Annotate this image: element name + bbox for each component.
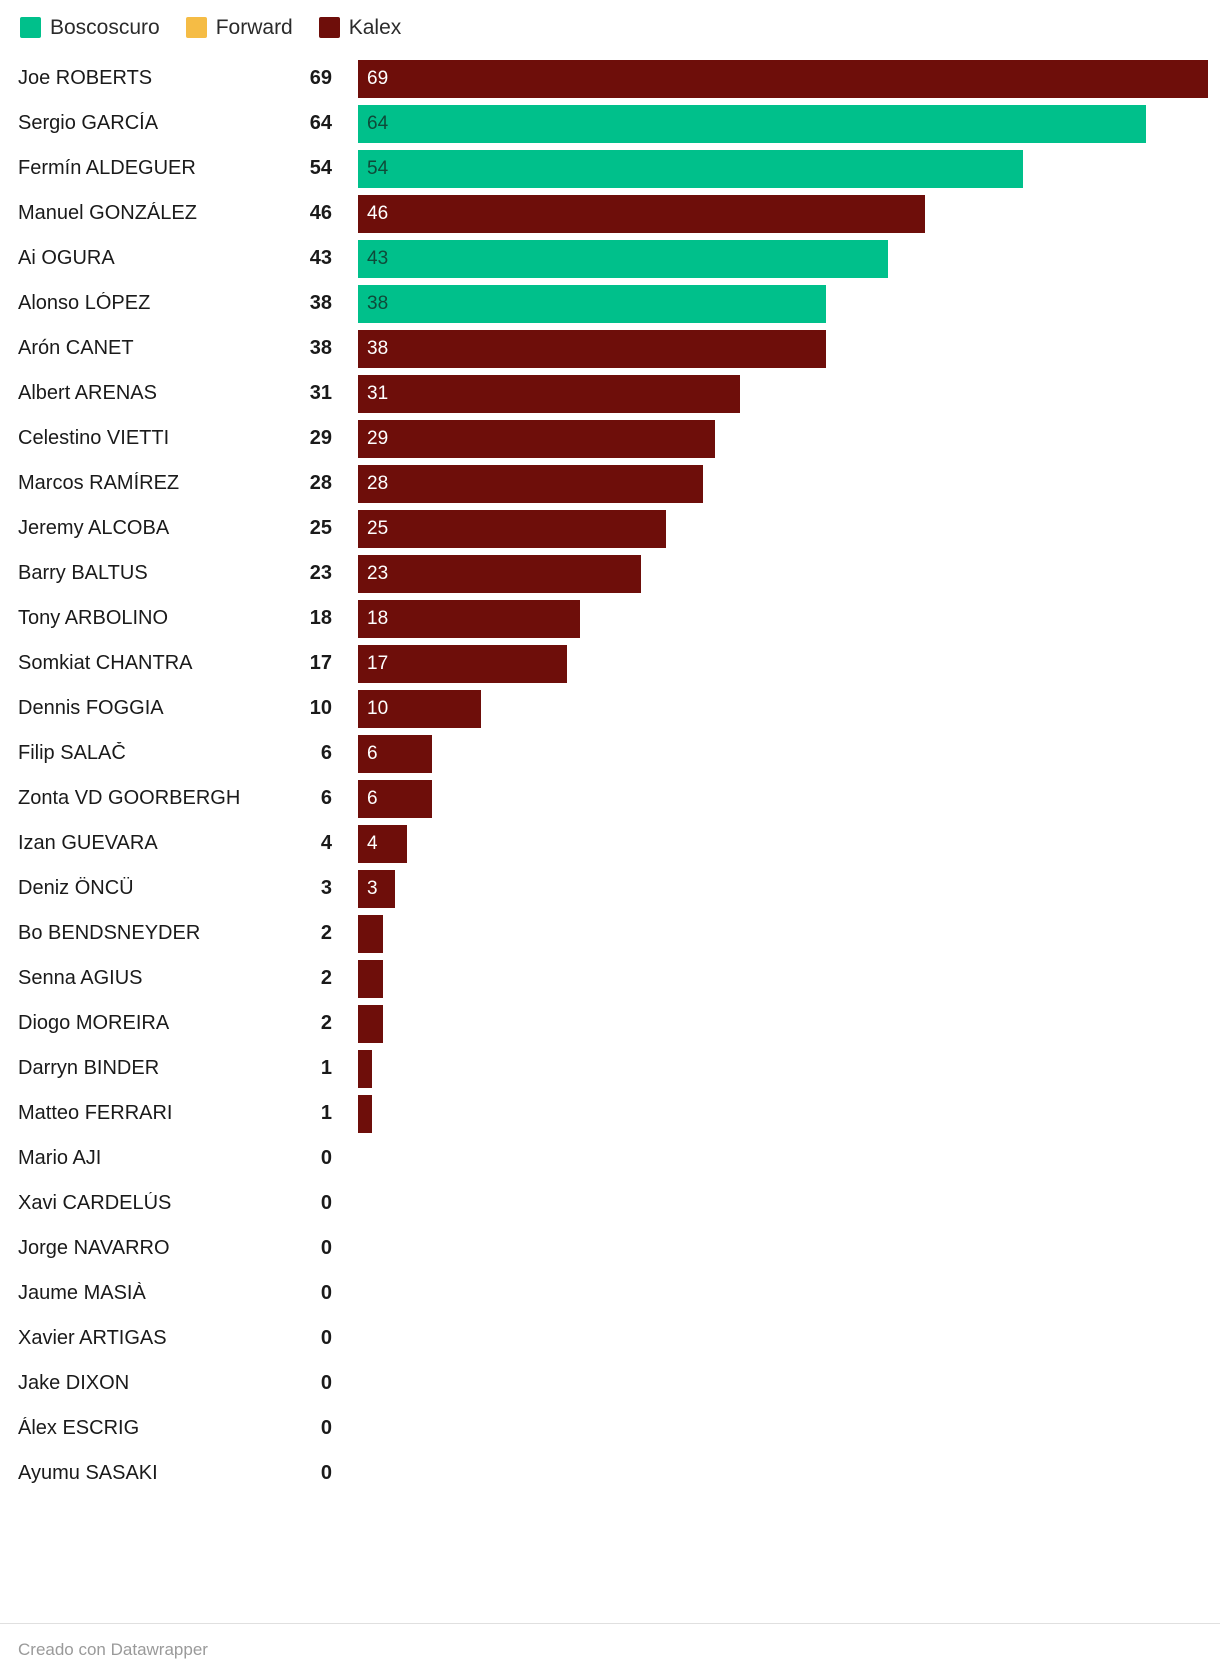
bar-row[interactable] <box>18 146 1198 191</box>
bar-track <box>358 1050 1198 1088</box>
bar-track <box>358 915 1198 953</box>
bar-track <box>358 150 1198 188</box>
bar-value-label: 4 <box>367 832 378 854</box>
bar-row[interactable] <box>18 776 1198 821</box>
bar-track <box>358 1410 1198 1448</box>
bar-row-label: Arón CANET <box>18 337 134 359</box>
bar-row-value: 0 <box>320 1372 332 1394</box>
datawrapper-credit[interactable]: Creado con Datawrapper <box>18 1640 208 1659</box>
bar-row[interactable] <box>18 1271 1198 1316</box>
bar-row-value: 2 <box>320 967 332 989</box>
bar[interactable] <box>358 150 1023 188</box>
bar-row-label: Jaume MASIÀ <box>18 1282 146 1304</box>
bar[interactable] <box>358 285 826 323</box>
bar-track <box>358 1455 1198 1493</box>
legend-item[interactable] <box>186 17 293 38</box>
bar[interactable] <box>358 960 383 998</box>
bar[interactable] <box>358 870 395 908</box>
bar-row[interactable] <box>18 1001 1198 1046</box>
bar-value-label: 6 <box>367 787 378 809</box>
bar-track <box>358 105 1198 143</box>
bar-row-value: 0 <box>320 1147 332 1169</box>
bar-row-label: Mario AJI <box>18 1147 102 1169</box>
bar-track <box>358 1320 1198 1358</box>
legend-item-label: Kalex <box>348 15 402 39</box>
bar[interactable] <box>358 240 888 278</box>
bar-row-value: 28 <box>309 472 332 494</box>
bar-value-label: 23 <box>367 562 389 584</box>
bar[interactable] <box>358 690 481 728</box>
bar-row-label: Senna AGIUS <box>18 967 143 989</box>
bar[interactable] <box>358 780 432 818</box>
bar-row-label: Alonso LÓPEZ <box>18 292 151 314</box>
bar-row[interactable] <box>18 506 1198 551</box>
bar-row-label: Darryn BINDER <box>18 1057 160 1079</box>
bar-track <box>358 465 1198 503</box>
bar-track <box>358 195 1198 233</box>
bar-row-label: Ai OGURA <box>18 247 115 269</box>
bar-value-label: 38 <box>367 337 389 359</box>
bar-row[interactable] <box>18 416 1198 461</box>
bar-row-label: Somkiat CHANTRA <box>18 652 193 674</box>
bar[interactable] <box>358 600 580 638</box>
bar-row[interactable] <box>18 56 1198 101</box>
bar-value-label: 18 <box>367 607 389 629</box>
bar-track <box>358 375 1198 413</box>
bar[interactable] <box>358 465 703 503</box>
bar-row-value: 4 <box>320 832 332 854</box>
bar-row[interactable] <box>18 371 1198 416</box>
bar[interactable] <box>358 1095 372 1133</box>
bar-row[interactable] <box>18 101 1198 146</box>
bar[interactable] <box>358 555 641 593</box>
bar[interactable] <box>358 915 383 953</box>
bar-row[interactable] <box>18 641 1198 686</box>
bar[interactable] <box>358 330 826 368</box>
bar-value-label: 17 <box>367 652 389 674</box>
bar-row[interactable] <box>18 551 1198 596</box>
bar-row-label: Manuel GONZÁLEZ <box>18 202 197 224</box>
bar-row-value: 38 <box>309 292 332 314</box>
bar-track <box>358 330 1198 368</box>
bar-row-label: Matteo FERRARI <box>18 1102 173 1124</box>
bar-row-label: Jorge NAVARRO <box>18 1237 170 1259</box>
bar-track <box>358 1140 1198 1178</box>
bar-row-label: Deniz ÖNCÜ <box>18 877 134 899</box>
bar-value-label: 31 <box>367 382 389 404</box>
bar-track <box>358 1230 1198 1268</box>
bar-value-label: 28 <box>367 472 389 494</box>
bar-track <box>358 735 1198 773</box>
bar-row-label: Diogo MOREIRA <box>18 1012 170 1034</box>
bar-row[interactable] <box>18 1316 1198 1361</box>
legend-item-label: Forward <box>215 15 293 39</box>
bar-row[interactable] <box>18 191 1198 236</box>
bar-row-label: Xavi CARDELÚS <box>18 1192 172 1214</box>
bar-row[interactable] <box>18 1406 1198 1451</box>
bar-value-label: 54 <box>367 157 389 179</box>
bar-row-label: Álex ESCRIG <box>18 1417 140 1439</box>
bar-row[interactable] <box>18 1361 1198 1406</box>
bar[interactable] <box>358 645 567 683</box>
bar-row[interactable] <box>18 686 1198 731</box>
bar-row-label: Celestino VIETTI <box>18 427 170 449</box>
bar[interactable] <box>358 735 432 773</box>
bar-row-value: 54 <box>309 157 332 179</box>
bar-row-value: 10 <box>309 697 332 719</box>
bar-row-value: 2 <box>320 922 332 944</box>
bar-row-value: 2 <box>320 1012 332 1034</box>
bar-row-value: 23 <box>309 562 332 584</box>
bar[interactable] <box>358 510 666 548</box>
bar-row-value: 18 <box>309 607 332 629</box>
bar-row-value: 6 <box>320 787 332 809</box>
bar-row[interactable] <box>18 1226 1198 1271</box>
bar-track <box>358 645 1198 683</box>
bar-value-label: 43 <box>367 247 389 269</box>
bar-track <box>358 780 1198 818</box>
bar-row-value: 0 <box>320 1192 332 1214</box>
bar-row-value: 0 <box>320 1237 332 1259</box>
bar-row[interactable] <box>18 1451 1198 1496</box>
bar-track <box>358 285 1198 323</box>
bar-value-label: 10 <box>367 697 389 719</box>
bar-track <box>358 1365 1198 1403</box>
bar-value-label: 3 <box>367 877 378 899</box>
bar-row-label: Zonta VD GOORBERGH <box>18 787 241 809</box>
bar[interactable] <box>358 1005 383 1043</box>
bar-row-value: 43 <box>309 247 332 269</box>
bar-value-label: 38 <box>367 292 389 314</box>
bar-track <box>358 420 1198 458</box>
bar-row[interactable] <box>18 281 1198 326</box>
bar-row-label: Barry BALTUS <box>18 562 148 584</box>
bar-row-label: Jeremy ALCOBA <box>18 517 170 539</box>
bar-track <box>358 510 1198 548</box>
bar-row-value: 0 <box>320 1282 332 1304</box>
bar-row-label: Jake DIXON <box>18 1372 130 1394</box>
bar-row[interactable] <box>18 1091 1198 1136</box>
bar-track <box>358 600 1198 638</box>
legend-item-label: Boscoscuro <box>50 15 160 39</box>
bar-row-label: Marcos RAMÍREZ <box>18 472 180 494</box>
bar-row[interactable] <box>18 911 1198 956</box>
bar-row[interactable] <box>18 461 1198 506</box>
bar-row-value: 46 <box>309 202 332 224</box>
bar-rows <box>18 56 1198 1496</box>
bar[interactable] <box>358 420 715 458</box>
bar-row-label: Dennis FOGGIA <box>18 697 164 719</box>
bar-row[interactable] <box>18 236 1198 281</box>
bar-row-value: 1 <box>320 1057 332 1079</box>
bar-row-label: Joe ROBERTS <box>18 67 153 89</box>
bar[interactable] <box>358 825 407 863</box>
bar-row[interactable] <box>18 956 1198 1001</box>
bar-row-value: 29 <box>309 427 332 449</box>
bar-row-value: 1 <box>320 1102 332 1124</box>
bar-track <box>358 555 1198 593</box>
chart-footer <box>0 1623 1220 1674</box>
bar[interactable] <box>358 1050 372 1088</box>
legend-item[interactable] <box>319 17 402 38</box>
bar-row-label: Albert ARENAS <box>18 382 157 404</box>
bar-track <box>358 1005 1198 1043</box>
bar-row-label: Filip SALAČ <box>18 742 126 764</box>
bar-row-value: 0 <box>320 1417 332 1439</box>
bar-row[interactable] <box>18 1136 1198 1181</box>
bar-row-value: 31 <box>309 382 332 404</box>
bar-track <box>358 960 1198 998</box>
bar-row-label: Xavier ARTIGAS <box>18 1327 167 1349</box>
bar-track <box>358 825 1198 863</box>
bar-row-value: 17 <box>309 652 332 674</box>
bar-row-label: Ayumu SASAKI <box>18 1462 158 1484</box>
bar-row-value: 38 <box>309 337 332 359</box>
bar-value-label: 25 <box>367 517 389 539</box>
bar[interactable] <box>358 105 1146 143</box>
bar[interactable] <box>358 60 1208 98</box>
bar-row-value: 25 <box>309 517 332 539</box>
bar-row-value: 64 <box>309 112 332 134</box>
bar-row-value: 0 <box>320 1462 332 1484</box>
bar-track <box>358 1185 1198 1223</box>
legend-swatch-icon <box>20 17 41 38</box>
bar-track <box>358 60 1208 98</box>
bar-row-label: Fermín ALDEGUER <box>18 157 196 179</box>
legend-item[interactable] <box>20 17 160 38</box>
bar-track <box>358 690 1198 728</box>
bar-row-label: Bo BENDSNEYDER <box>18 922 201 944</box>
bar-row-label: Sergio GARCÍA <box>18 112 159 134</box>
bar[interactable] <box>358 195 925 233</box>
bar-value-label: 6 <box>367 742 378 764</box>
legend-swatch-icon <box>319 17 340 38</box>
bar-track <box>358 1095 1198 1133</box>
bar-track <box>358 870 1198 908</box>
legend-swatch-icon <box>186 17 207 38</box>
bar-row-value: 6 <box>320 742 332 764</box>
bar-row-value: 69 <box>309 67 332 89</box>
bar-value-label: 46 <box>367 202 389 224</box>
bar-row-label: Tony ARBOLINO <box>18 607 169 629</box>
chart-legend <box>18 0 1198 56</box>
bar-row[interactable] <box>18 326 1198 371</box>
bar-value-label: 64 <box>367 112 389 134</box>
bar-value-label: 69 <box>367 67 389 89</box>
bar-track <box>358 240 1198 278</box>
bar[interactable] <box>358 375 740 413</box>
bar-row-value: 0 <box>320 1327 332 1349</box>
bar-row[interactable] <box>18 596 1198 641</box>
bar-row-label: Izan GUEVARA <box>18 832 158 854</box>
bar-row[interactable] <box>18 1181 1198 1226</box>
bar-row[interactable] <box>18 731 1198 776</box>
bar-value-label: 29 <box>367 427 389 449</box>
bar-track <box>358 1275 1198 1313</box>
bar-row[interactable] <box>18 866 1198 911</box>
bar-row-value: 3 <box>320 877 332 899</box>
bar-row[interactable] <box>18 821 1198 866</box>
bar-row[interactable] <box>18 1046 1198 1091</box>
